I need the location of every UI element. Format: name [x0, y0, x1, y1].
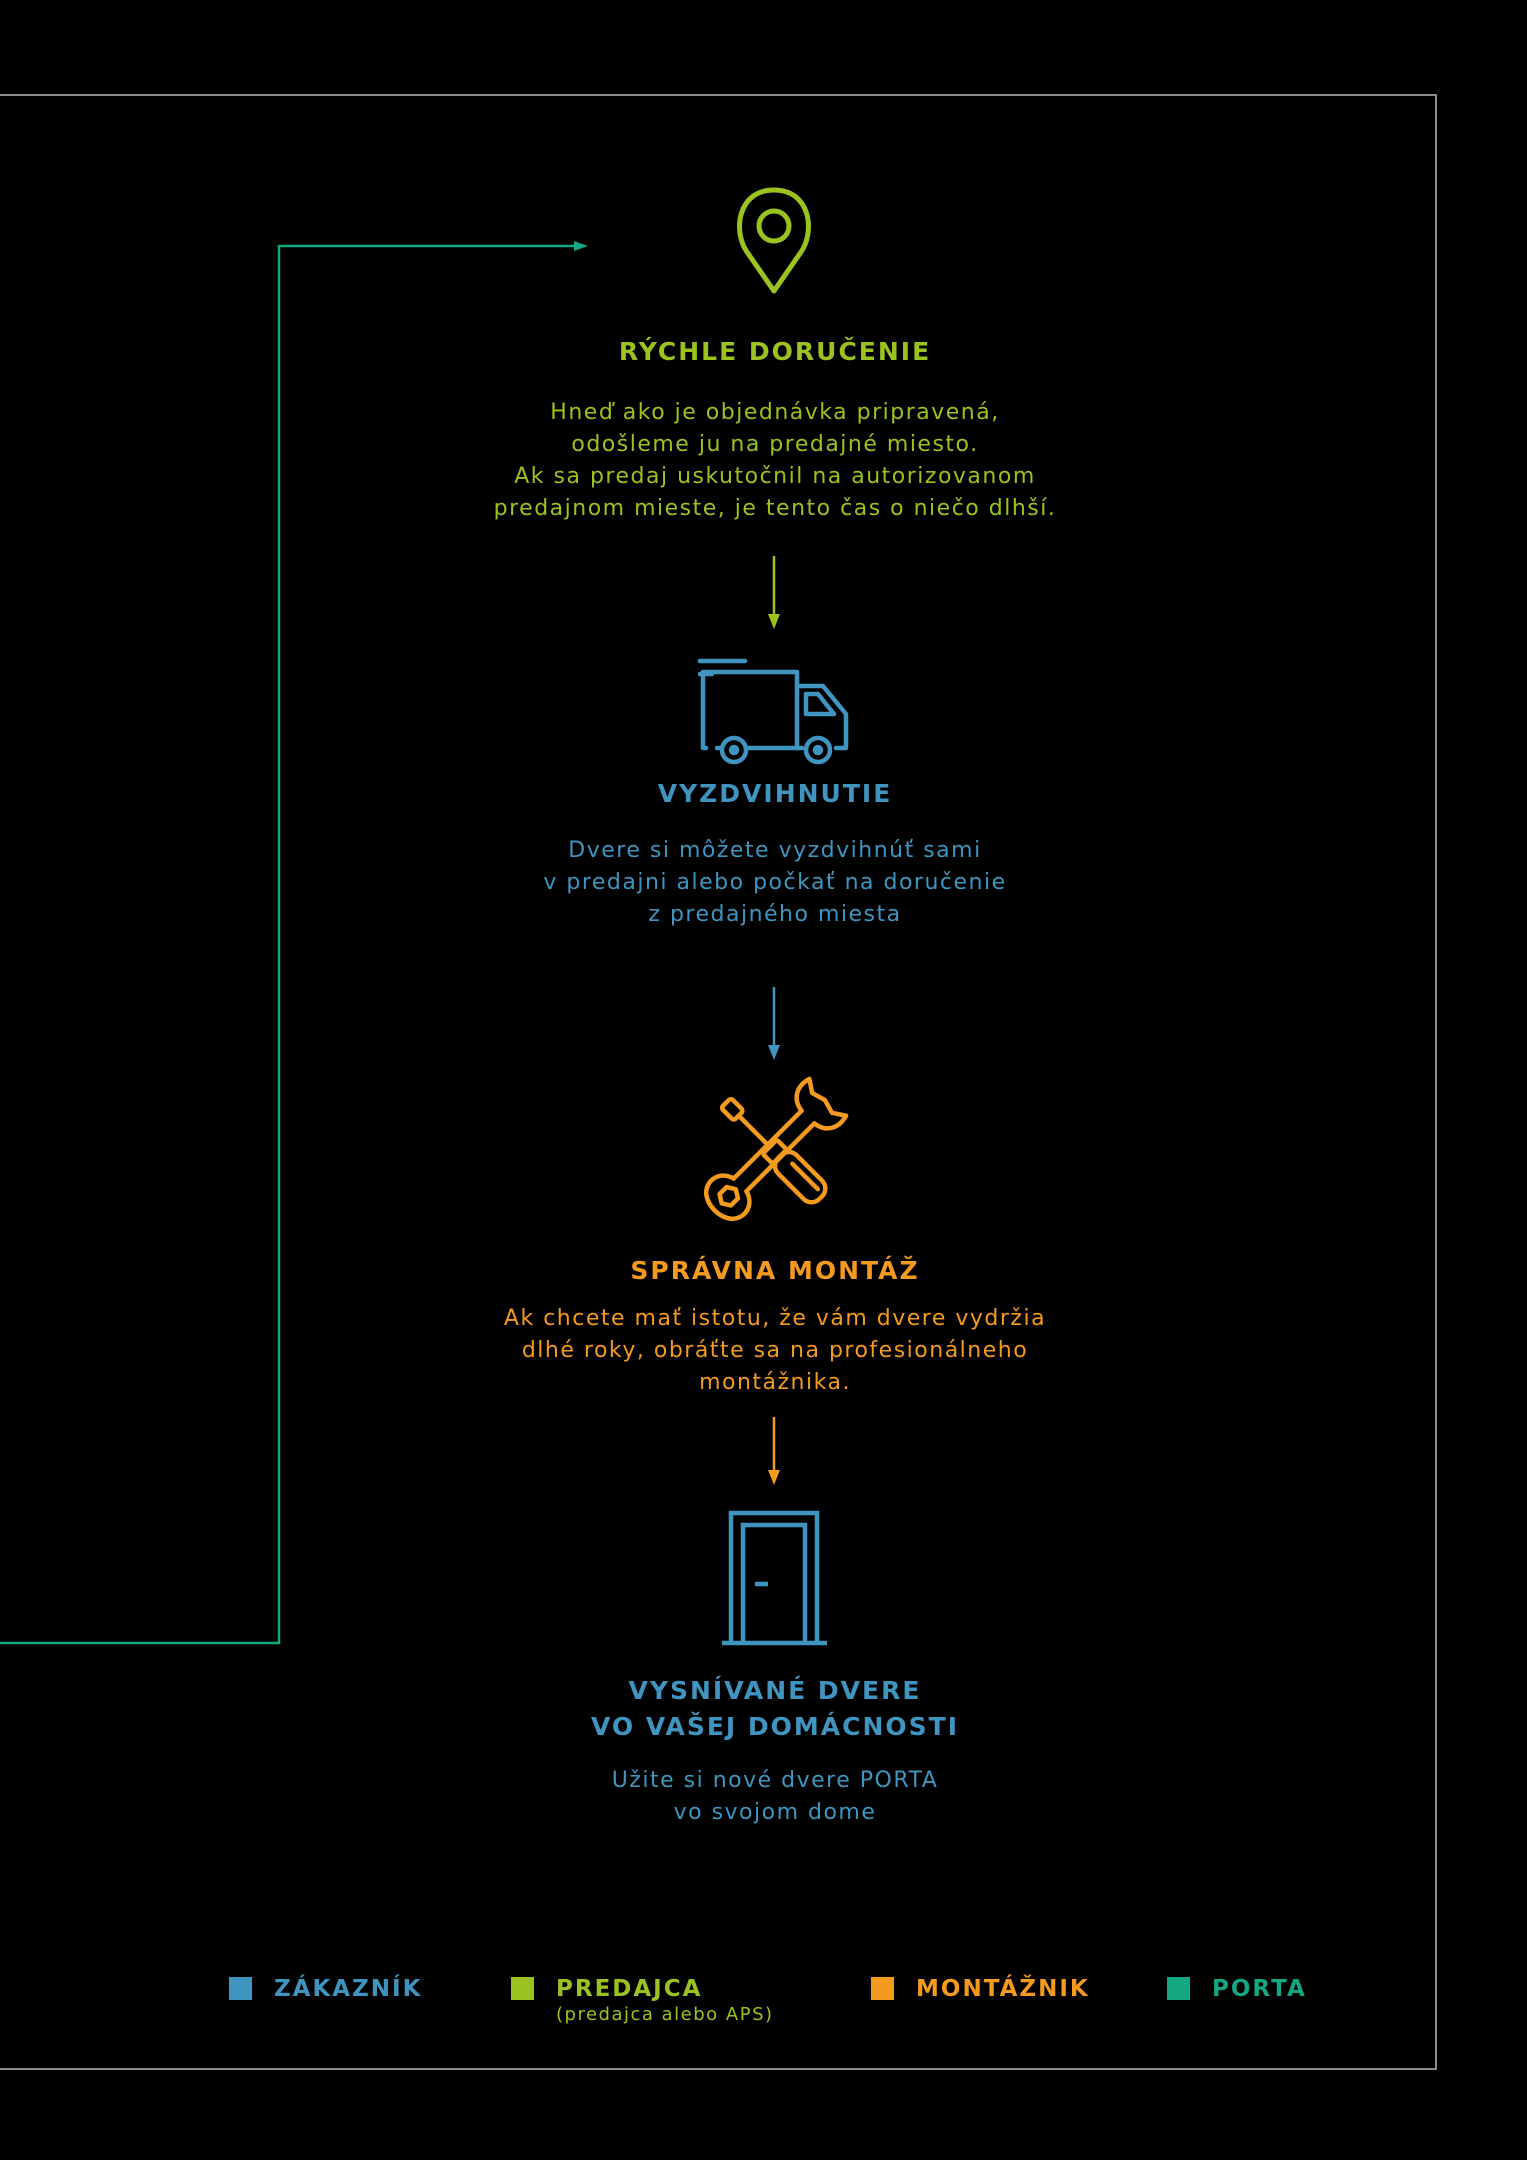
legend-swatch — [229, 1977, 252, 2000]
step-title-spravna-montaz: SPRÁVNA MONTÁŽ — [630, 1256, 920, 1285]
step-title-vysnivane-dvere: VYSNÍVANÉ DVERE VO VAŠEJ DOMÁCNOSTI — [590, 1676, 960, 1741]
step-description-spravna-montaz: Ak chcete mať istotu, že vám dvere vydržia dlhé roky, obráťte sa na profesionálneho montážnika. — [503, 1306, 1047, 1395]
door-icon — [722, 1513, 827, 1643]
wrench-screwdriver-icon — [695, 1078, 847, 1230]
arrow-step1-to-step2 — [768, 556, 780, 629]
step-title-vyzdvihnutie: VYZDVIHNUTIE — [657, 779, 893, 808]
legend-swatch — [511, 1977, 534, 2000]
step-description-vyzdvihnutie: Dvere si môžete vyzdvihnúť sami v predajni alebo počkať na doručenie z predajného miesta — [543, 838, 1007, 927]
arrow-step3-to-step4 — [768, 1417, 780, 1485]
arrow-step2-to-step3 — [768, 987, 780, 1060]
legend-item-porta: PORTA — [1167, 1975, 1307, 2003]
legend-item-zakaznik: ZÁKAZNÍK — [229, 1975, 422, 2003]
delivery-truck-icon — [700, 661, 846, 762]
step-description-rychle-dorucenie: Hneď ako je objednávka pripravená, odošleme ju na predajné miesto. Ak sa predaj uskutočnil na autorizovanom predajnom mieste, je tento čas o niečo dlhší. — [493, 400, 1057, 521]
legend-swatch — [1167, 1977, 1190, 2000]
location-pin-icon — [740, 190, 809, 291]
step-description-vysnivane-dvere: Užite si nové dvere PORTA vo svojom dome — [611, 1768, 939, 1825]
legend-item-montaznik: MONTÁŽNIK — [871, 1975, 1090, 2003]
legend-item-predajca: PREDAJCA (predajca alebo APS) — [511, 1975, 774, 2027]
step-title-rychle-dorucenie: RÝCHLE DORUČENIE — [618, 337, 932, 366]
legend-swatch — [871, 1977, 894, 2000]
